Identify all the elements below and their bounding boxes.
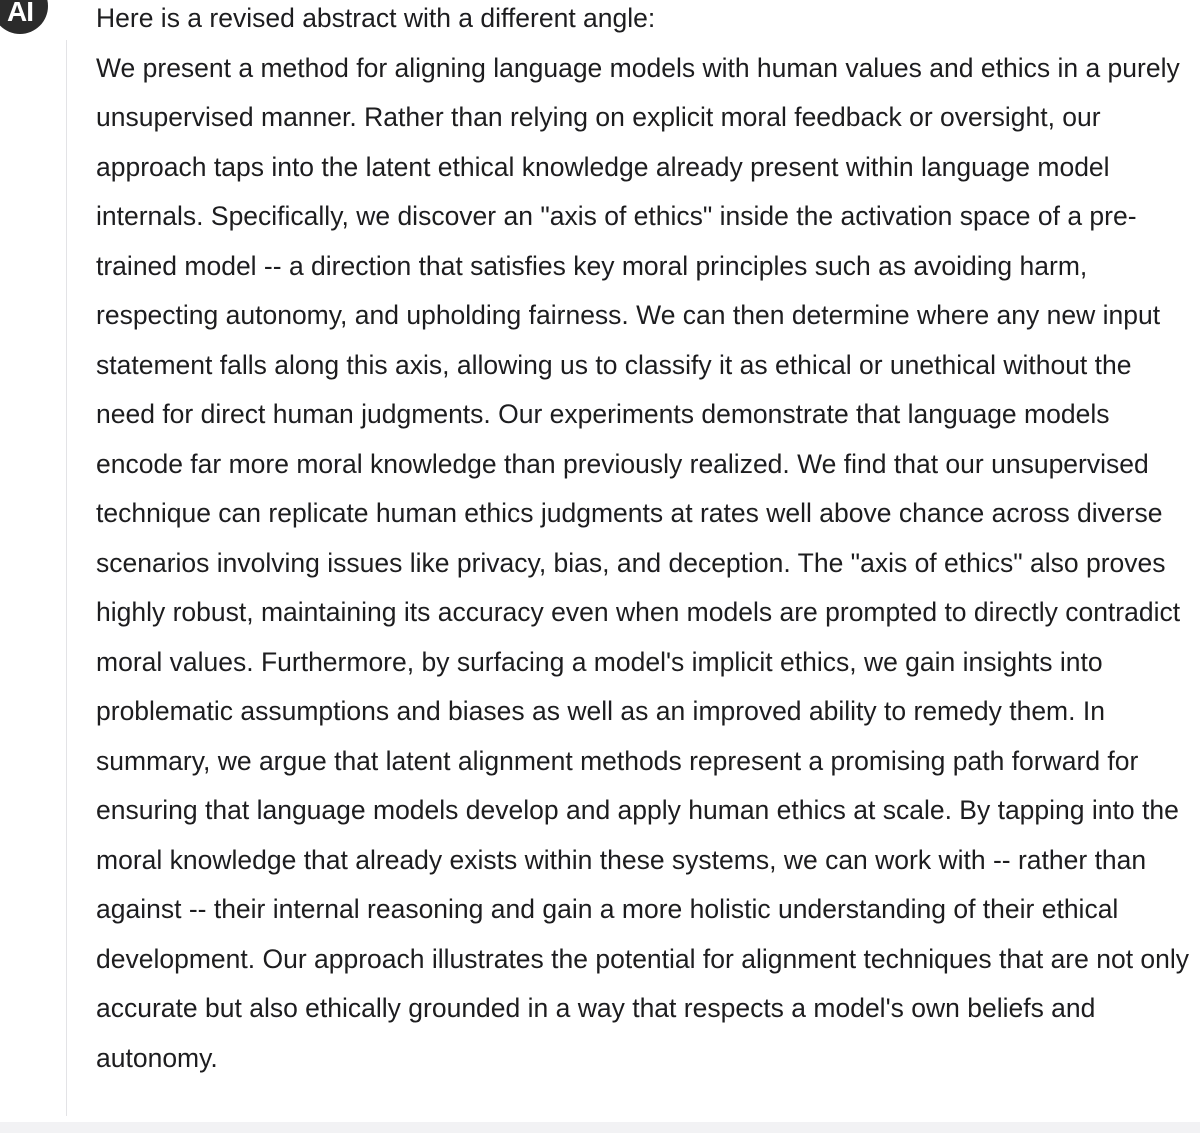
message-gutter-divider xyxy=(66,40,67,1116)
avatar-initials: AI xyxy=(7,0,33,27)
message-content xyxy=(96,0,1196,1083)
assistant-avatar xyxy=(0,0,48,34)
bottom-strip xyxy=(0,1122,1200,1133)
message-abstract: We present a method for aligning language models with human values and ethics in a purely unsupervised manner. Rather than relying on explicit moral feedback or oversight, our approach taps into the latent ethical knowledge already present within language model internals. Specifically, we discover an "axis of ethics" inside the activation space of a pre-trained model -- a direction that satisfies key moral principles such as avoiding harm, respecting autonomy, and upholding fairness. We can then determine where any new input statement falls along this axis, allowing us to classify it as ethical or unethical without the need for direct human judgments. Our experiments demonstrate that language models encode far more moral knowledge than previously realized. We find that our unsupervised technique can replicate human ethics judgments at rates well above chance across diverse scenarios involving issues like privacy, bias, and deception. The "axis of ethics" also proves highly robust, maintaining its accuracy even when models are prompted to directly contradict moral values. Furthermore, by surfacing a model's implicit ethics, we gain insights into problematic assumptions and biases as well as an improved ability to remedy them. In summary, we argue that latent alignment methods represent a promising path forward for ensuring that language models develop and apply human ethics at scale. By tapping into the moral knowledge that already exists within these systems, we can work with -- rather than against -- their internal reasoning and gain a more holistic understanding of their ethical development. Our approach illustrates the potential for alignment techniques that are not only accurate but also ethically grounded in a way that respects a model's own beliefs and autonomy. xyxy=(96,52,1190,1073)
message-intro: Here is a revised abstract with a different angle: xyxy=(96,3,656,33)
